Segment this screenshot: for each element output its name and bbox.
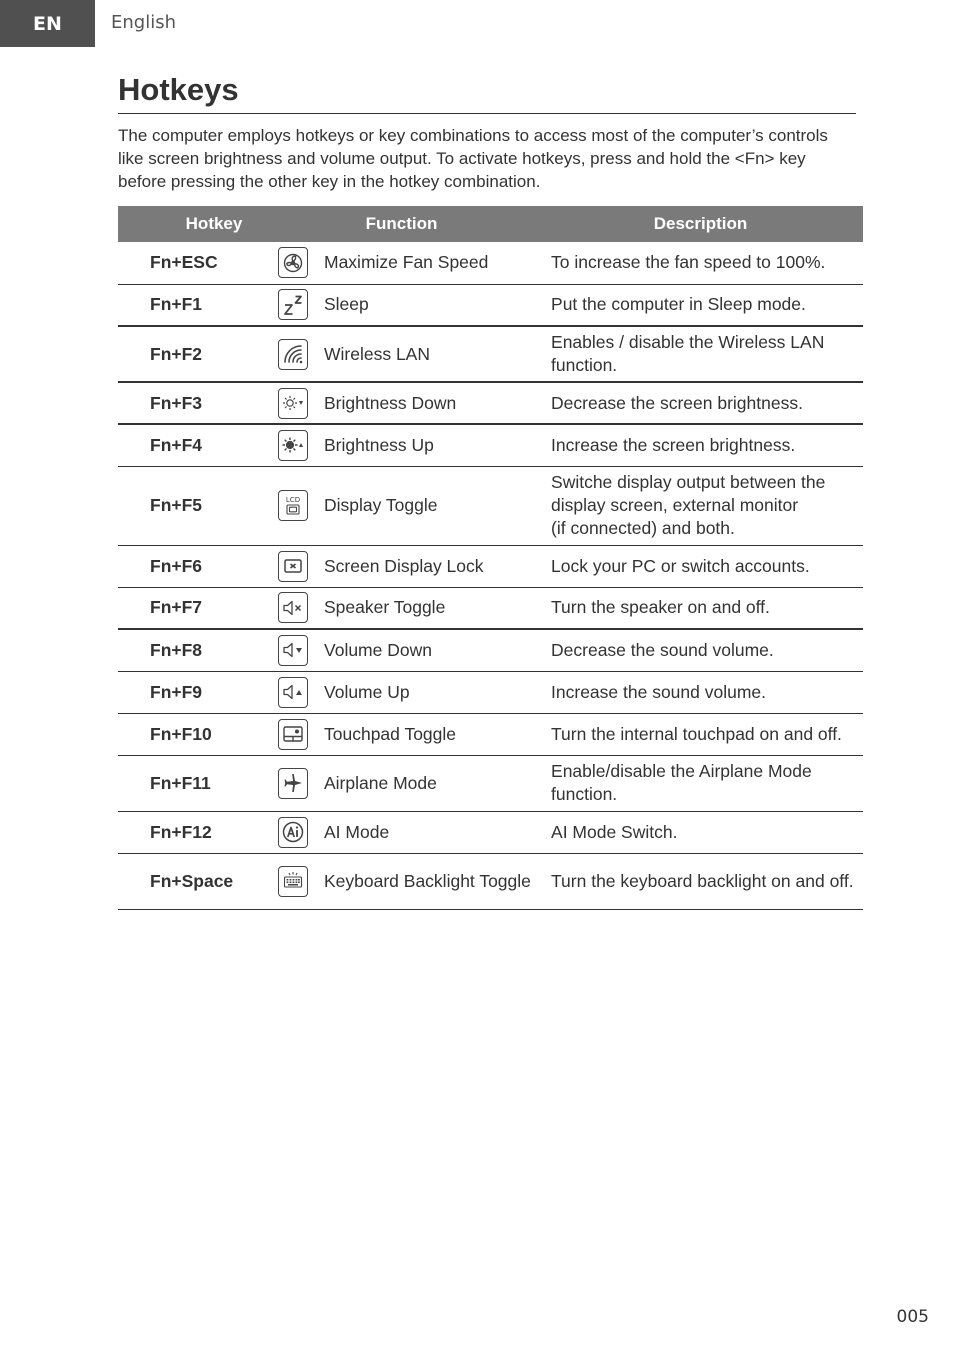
description-cell: Lock your PC or switch accounts. [538,545,863,587]
description-cell: AI Mode Switch. [538,811,863,853]
hotkey-icon-cell [265,466,321,545]
function-cell: Volume Down [321,629,538,671]
hotkey-cell: Fn+ESC [118,242,265,284]
brightness-up-icon [278,430,308,461]
intro-paragraph: The computer employs hotkeys or key combinations to access most of the computer’s controls like screen brightness and volume output. To activate hotkeys, press and hold the <Fn> key before pressing the other key in the hotkey combination. [118,126,828,191]
hotkey-cell: Fn+F9 [118,671,265,713]
table-header-row [118,206,863,242]
hotkey-cell: Fn+F3 [118,382,265,424]
description-cell: Turn the keyboard backlight on and off. [538,853,863,909]
sleep-icon [278,289,308,320]
function-column-header: Function [265,206,538,242]
function-cell: Touchpad Toggle [321,713,538,755]
description-cell: Turn the speaker on and off. [538,587,863,629]
table-row [118,713,863,755]
description-cell: Increase the screen brightness. [538,424,863,466]
hotkeys-table [118,206,863,910]
description-cell: To increase the fan speed to 100%. [538,242,863,284]
hotkey-cell: Fn+F8 [118,629,265,671]
description-column-header: Description [538,206,863,242]
hotkey-icon-cell [265,811,321,853]
screen-lock-icon [278,551,308,582]
airplane-icon [278,768,308,799]
hotkey-icon-cell [265,587,321,629]
hotkey-cell: Fn+F10 [118,713,265,755]
description-cell: Enables / disable the Wireless LAN function. [538,326,863,382]
hotkey-icon-cell [265,853,321,909]
table-row [118,755,863,811]
function-cell: Keyboard Backlight Toggle [321,853,538,909]
table-row [118,466,863,545]
brightness-down-icon [278,388,308,419]
hotkey-cell: Fn+F7 [118,587,265,629]
table-row [118,284,863,326]
svg-text:LCD: LCD [285,495,301,504]
description-cell: Decrease the screen brightness. [538,382,863,424]
description-cell: Increase the sound volume. [538,671,863,713]
description-cell: Put the computer in Sleep mode. [538,284,863,326]
hotkey-icon-cell [265,545,321,587]
speaker-mute-icon [278,592,308,623]
hotkey-rows [118,242,863,909]
function-cell: AI Mode [321,811,538,853]
hotkey-cell: Fn+F5 [118,466,265,545]
page-title: Hotkeys [118,72,239,107]
function-cell: Maximize Fan Speed [321,242,538,284]
display-toggle-icon [278,490,308,521]
hotkey-icon-cell [265,284,321,326]
table-row [118,587,863,629]
hotkey-cell: Fn+F12 [118,811,265,853]
hotkey-cell: Fn+F6 [118,545,265,587]
hotkey-cell: Fn+F2 [118,326,265,382]
hotkey-icon-cell [265,424,321,466]
table-row [118,242,863,284]
table-row [118,545,863,587]
function-cell: Brightness Down [321,382,538,424]
description-cell: Switche display output between the display screen, external monitor (if connected) and both. [538,466,863,545]
hotkey-icon-cell [265,382,321,424]
table-row [118,382,863,424]
function-cell: Screen Display Lock [321,545,538,587]
hotkey-cell: Fn+F11 [118,755,265,811]
volume-down-icon [278,635,308,666]
description-cell: Enable/disable the Airplane Mode function. [538,755,863,811]
hotkey-icon-cell [265,629,321,671]
function-cell: Sleep [321,284,538,326]
table-row [118,853,863,909]
function-cell: Airplane Mode [321,755,538,811]
language-name: English [111,12,176,33]
function-cell: Speaker Toggle [321,587,538,629]
touchpad-icon [278,719,308,750]
hotkey-icon-cell [265,713,321,755]
hotkey-icon-cell [265,326,321,382]
description-cell: Decrease the sound volume. [538,629,863,671]
volume-up-icon [278,677,308,708]
hotkey-icon-cell [265,671,321,713]
table-row [118,671,863,713]
page-number: 005 [896,1307,929,1327]
hotkey-cell: Fn+Space [118,853,265,909]
table-row [118,629,863,671]
function-cell: Volume Up [321,671,538,713]
hotkey-cell: Fn+F4 [118,424,265,466]
language-tab: EN [0,0,95,47]
function-cell: Wireless LAN [321,326,538,382]
function-cell: Brightness Up [321,424,538,466]
fan-icon [278,247,308,278]
table-row [118,326,863,382]
title-divider [118,113,856,114]
hotkey-cell: Fn+F1 [118,284,265,326]
wireless-icon [278,339,308,370]
hotkey-icon-cell [265,242,321,284]
ai-mode-icon [278,817,308,848]
table-row [118,424,863,466]
hotkey-column-header: Hotkey [118,206,265,242]
hotkey-icon-cell [265,755,321,811]
function-cell: Display Toggle [321,466,538,545]
description-cell: Turn the internal touchpad on and off. [538,713,863,755]
keyboard-backlight-icon [278,866,308,897]
table-row [118,811,863,853]
